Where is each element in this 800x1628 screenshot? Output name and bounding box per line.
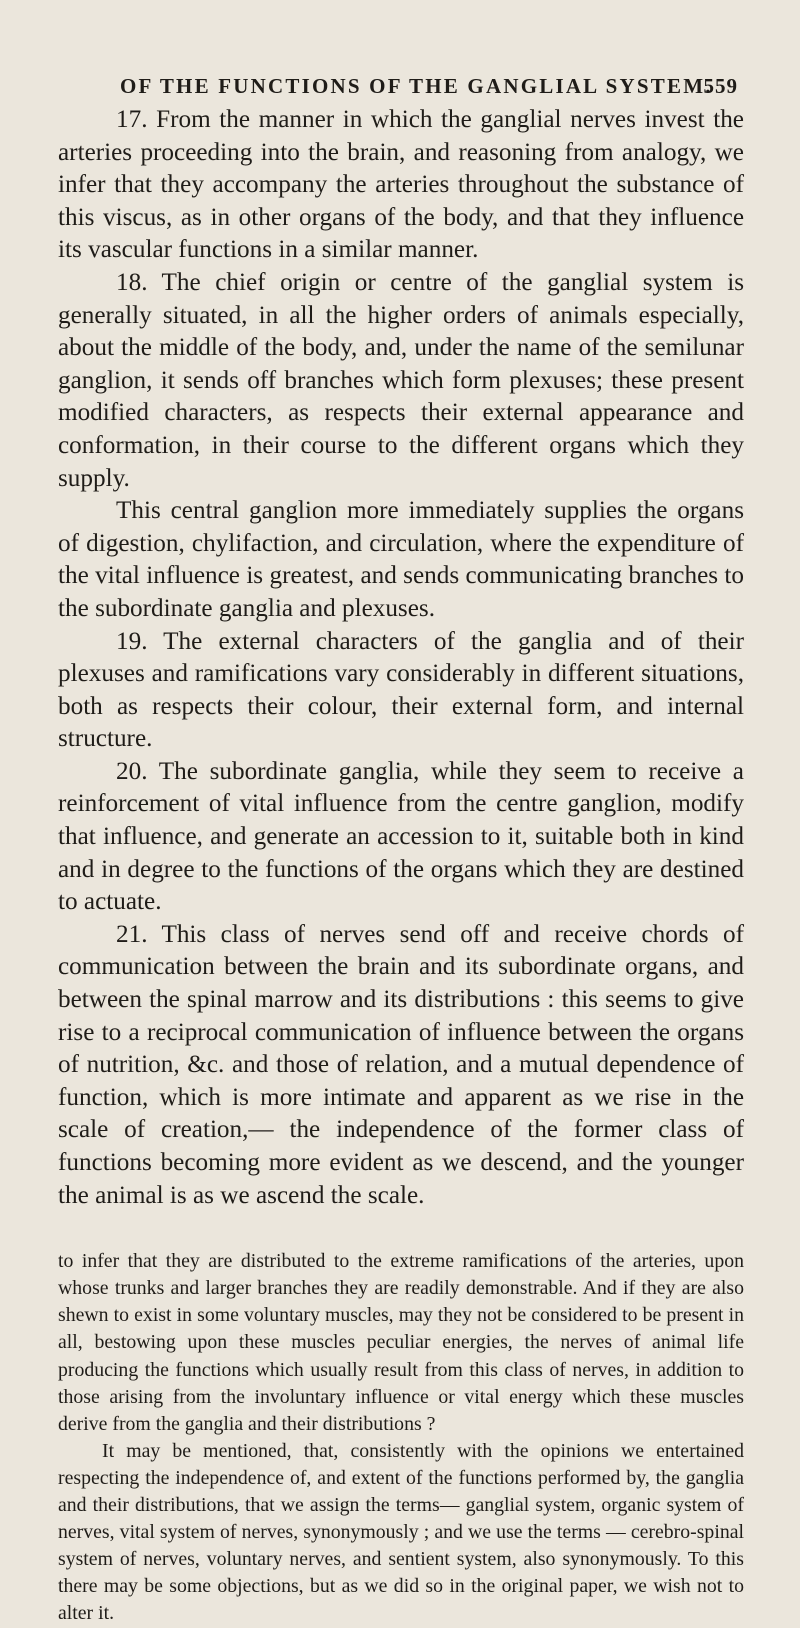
footnote-paragraph: It may be mentioned, that, consistently with the opinions we entertained respecting the independence of, and extent of the functions performed by, the ganglia and their distributions, that we assign the terms— ganglial system, organic system of nerves, vital system of nerves, synonymously ; and we use the terms — cerebro-spinal system of nerves, voluntary nerves, and sentient system, also synonymously. To this there may be some objections, but as we did so in the original paper, we wish not to alter it.	[58, 1439, 744, 1625]
footnote-continuation: to infer that they are distributed to the extreme ramifications of the arteries, upon whose trunks and larger branches they are readily demonstrable. And if they are also shewn to exist in some voluntary muscles, may they not be considered to be present in all, bestowing upon these muscles peculiar energies, the nerves of animal life producing the functions which usually result from this class of nerves, in addition to those arising from the involuntary influence or vital energy which these muscles derive from the ganglia and their distributions ?	[58, 1250, 744, 1435]
paragraph-central-ganglion: This central ganglion more immediately supplies the organs of digestion, chylifaction, and circulation, where the expenditure of the vital influence is greatest, and sends communicating branches to the subordinate ganglia and plexuses.	[58, 497, 744, 622]
paragraph-18: 18. The chief origin or centre of the ganglial system is generally situated, in all the higher orders of animals especially, about the middle of the body, and, under the name of the semilunar ganglion, it sends off branches which form plexuses; these present modified characters, as respects their external appearance and conformation, in their course to the different organs which they supply.	[58, 268, 744, 492]
running-head-title: OF THE FUNCTIONS OF THE GANGLIAL SYSTEM.	[120, 74, 713, 98]
page-number: 559	[703, 74, 738, 98]
footnote-block	[58, 1248, 744, 1627]
paragraph-17: 17. From the manner in which the ganglial nerves invest the arteries proceeding into the brain, and reasoning from analogy, we infer that they accompany the arteries throughout the substance of this viscus, as in other organs of the body, and that they influence its vascular functions in a similar manner.	[58, 106, 744, 264]
paragraph-21: 21. This class of nerves send off and receive chords of communication between the brain and its subordinate organs, and between the spinal marrow and its distributions : this seems to give rise to a reciprocal communication of influence between the organs of nutrition, &c. and those of relation, and a mutual dependence of function, which is more intimate and apparent as we rise in the scale of creation,— the independence of the former class of functions becoming more evident as we descend, and the younger the animal is as we ascend the scale.	[58, 920, 744, 1209]
running-head	[58, 62, 744, 102]
main-text	[58, 104, 744, 1212]
paragraph-19: 19. The external characters of the ganglia and of their plexuses and ramifications vary considerably in different situations, both as respects their colour, their external form, and internal structure.	[58, 627, 744, 753]
paragraph-20: 20. The subordinate ganglia, while they seem to receive a reinforcement of vital influence from the centre ganglion, modify that influence, and generate an accession to it, suitable both in kind and in degree to the functions of the organs which they are destined to actuate.	[58, 757, 744, 916]
